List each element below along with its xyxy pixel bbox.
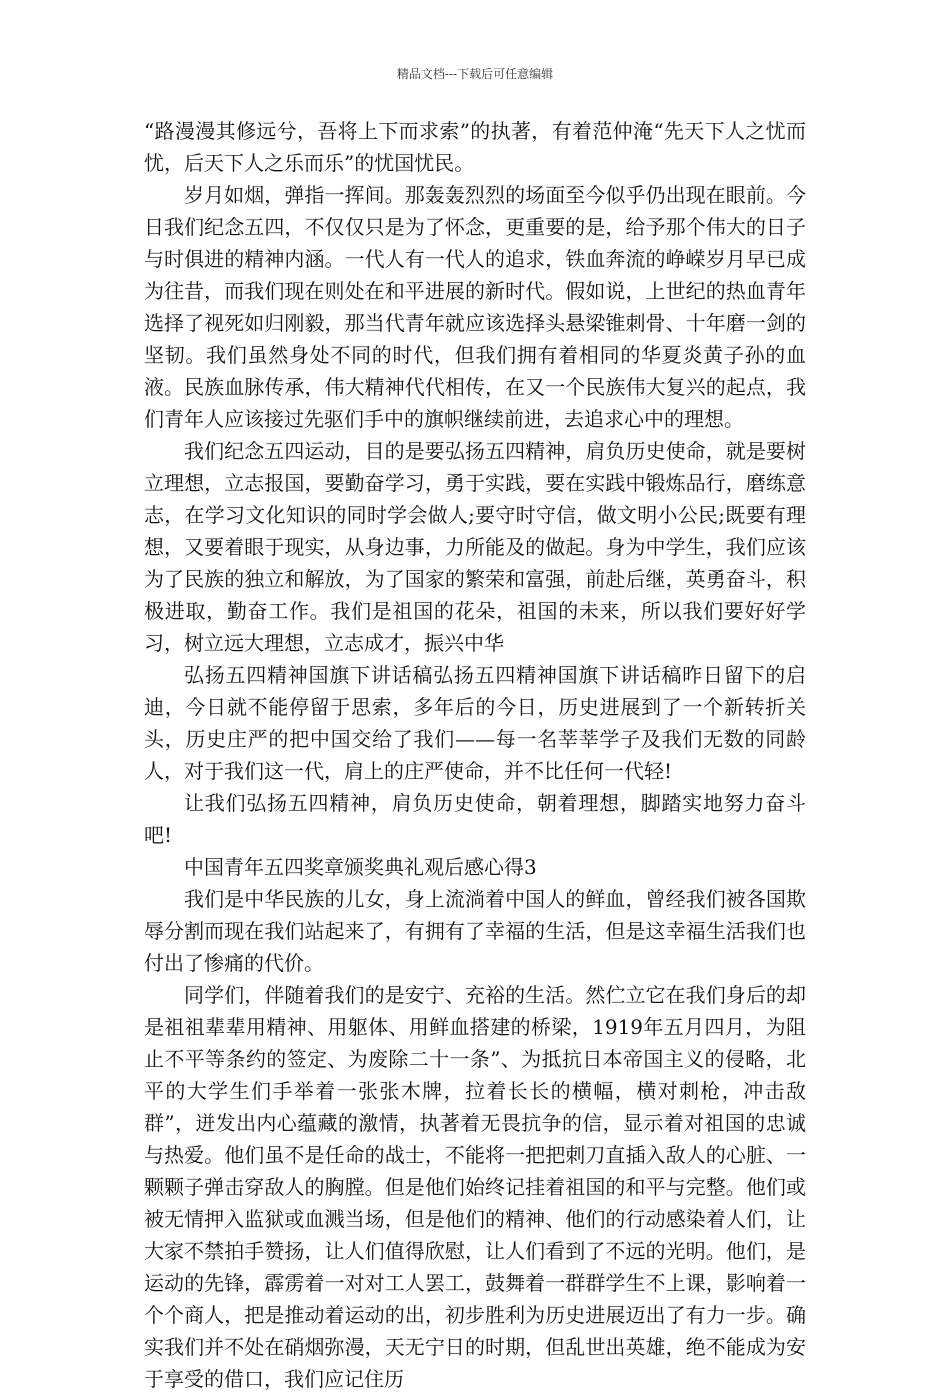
paragraph-5: 让我们弘扬五四精神，肩负历史使命，朝着理想，脚踏实地努力奋斗吧!	[144, 791, 806, 847]
page-header: 精品文档---下载后可任意编辑	[396, 67, 554, 81]
section-title: 中国青年五四奖章颁奖典礼观后感心得3	[184, 855, 537, 879]
paragraph-1: “路漫漫其修远兮，吾将上下而求索”的执著，有着范仲淹“先天下人之忧而忧，后天下人之乐而乐”的忧国忧民。	[144, 119, 806, 175]
document-body	[144, 115, 806, 1395]
paragraph-3: 我们纪念五四运动，目的是要弘扬五四精神，肩负历史使命，就是要树立理想，立志报国，要勤奋学习，勇于实践，要在实践中锻炼品行，磨练意志，在学习文化知识的同时学会做人;要守时守信，做文明小公民;既要有理想，又要着眼于现实，从身边事，力所能及的做起。身为中学生，我们应该为了民族的独立和解放，为了国家的繁荣和富强，前赴后继，英勇奋斗，积极进取，勤奋工作。我们是祖国的花朵，祖国的未来，所以我们要好好学习，树立远大理想，立志成才，振兴中华	[144, 439, 806, 655]
paragraph-2: 岁月如烟，弹指一挥间。那轰轰烈烈的场面至今似乎仍出现在眼前。今日我们纪念五四，不仅仅只是为了怀念，更重要的是，给予那个伟大的日子与时俱进的精神内涵。一代人有一代人的追求，铁血奔流的峥嵘岁月早已成为往昔，而我们现在则处在和平进展的新时代。假如说，上世纪的热血青年选择了视死如归刚毅，那当代青年就应该选择头悬梁锥刺骨、十年磨一剑的坚韧。我们虽然身处不同的时代，但我们拥有着相同的华夏炎黄子孙的血液。民族血脉传承，伟大精神代代相传，在又一个民族伟大复兴的起点，我们青年人应该接过先驱们手中的旗帜继续前进，去追求心中的理想。	[144, 183, 806, 431]
paragraph-7: 我们是中华民族的儿女，身上流淌着中国人的鲜血，曾经我们被各国欺辱分割而现在我们站起来了，有拥有了幸福的生活，但是这幸福生活我们也付出了惨痛的代价。	[144, 887, 806, 975]
paragraph-4: 弘扬五四精神国旗下讲话稿弘扬五四精神国旗下讲话稿昨日留下的启迪，今日就不能停留于思索，多年后的今日，历史进展到了一个新转折关头，历史庄严的把中国交给了我们——每一名莘莘学子及我们无数的同龄人，对于我们这一代，肩上的庄严使命，并不比任何一代轻!	[144, 663, 806, 783]
paragraph-8: 同学们，伴随着我们的是安宁、充裕的生活。然伫立它在我们身后的却是祖祖辈辈用精神、用躯体、用鲜血搭建的桥梁，1919年五月四月，为阻止不平等条约的签定、为废除二十一条”、为抵抗日本帝国主义的侵略，北平的大学生们手举着一张张木牌，拉着长长的横幅，横对刺枪，冲击敌群”，迸发出内心蕴藏的激情，执著着无畏抗争的信，显示着对祖国的忠诚与热爱。他们虽不是任命的战士，不能将一把把刺刀直插入敌人的心脏、一颗颗子弹击穿敌人的胸膛。但是他们始终记挂着祖国的和平与完整。他们或被无情押入监狱或血溅当场，但是他们的精神、他们的行动感染着人们，让大家不禁拍手赞扬，让人们值得欣慰，让人们看到了不远的光明。他们，是运动的先锋，霹雳着一对对工人罢工，鼓舞着一群群学生不上课，影响着一个个商人，把是推动着运动的出，初步胜利为历史进展迈出了有力一步。确实我们并不处在硝烟弥漫，天无宁日的时期，但乱世出英雄，绝不能成为安于享受的借口，我们应记住历	[144, 983, 806, 1391]
